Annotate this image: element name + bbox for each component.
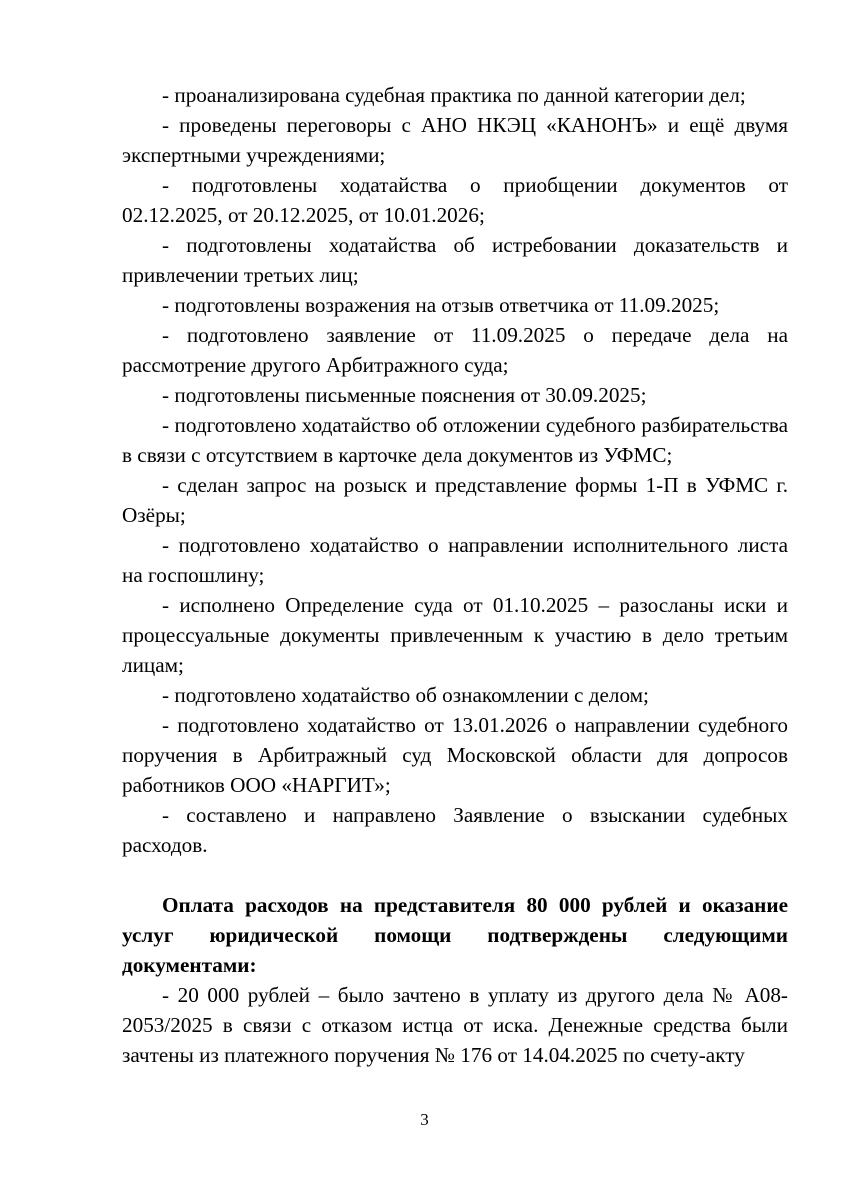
list-item: - подготовлены возражения на отзыв ответчика от 11.09.2025; [162,293,720,317]
list-item: - сделан запрос на розыск и представление формы 1-П в УФМС г. Озёры; [122,473,788,527]
list-item: - подготовлено ходатайство о направлении исполнительного листа на госпошлину; [122,533,788,587]
list-item: - проанализирована судебная практика по данной категории дел; [162,83,746,107]
list-item: - подготовлено заявление от 11.09.2025 о передаче дела на рассмотрение другого Арбитражного суда; [122,323,788,377]
document-page [122,80,788,1070]
list-item: - подготовлено ходатайство об отложении судебного разбирательства в связи с отсутствием в карточке дела документов из УФМС; [122,413,788,467]
list-item: - подготовлено ходатайство об ознакомлении с делом; [162,683,649,707]
page-number: 3 [420,1110,429,1129]
list-item: - составлено и направлено Заявление о взыскании судебных расходов. [122,803,788,857]
list-item: - проведены переговоры с АНО НКЭЦ «КАНОНЪ» и ещё двумя экспертными учреждениями; [122,113,788,167]
list-item: - исполнено Определение суда от 01.10.2025 – разосланы иски и процессуальные документы привлеченным к участию в дело третьим лицам; [122,593,788,677]
list-item: - подготовлены письменные пояснения от 30.09.2025; [162,383,647,407]
payment-paragraph: - 20 000 рублей – было зачтено в уплату из другого дела № А08-2053/2025 в связи с отказом истца от иска. Денежные средства были зачтены из платежного поручения № 176 от 14.04.2025 по счету-акту [122,983,788,1067]
list-item: - подготовлено ходатайство от 13.01.2026 о направлении судебного поручения в Арбитражный суд Московской области для допросов работников ООО «НАРГИТ»; [122,713,788,797]
section-spacer [122,860,788,890]
section-heading: Оплата расходов на представителя 80 000 рублей и оказание услуг юридической помощи подтверждены следующими документами: [122,893,788,977]
list-item: - подготовлены ходатайства о приобщении документов от 02.12.2025, от 20.12.2025, от 10.01.2026; [122,173,788,227]
list-item: - подготовлены ходатайства об истребовании доказательств и привлечении третьих лиц; [122,233,788,287]
